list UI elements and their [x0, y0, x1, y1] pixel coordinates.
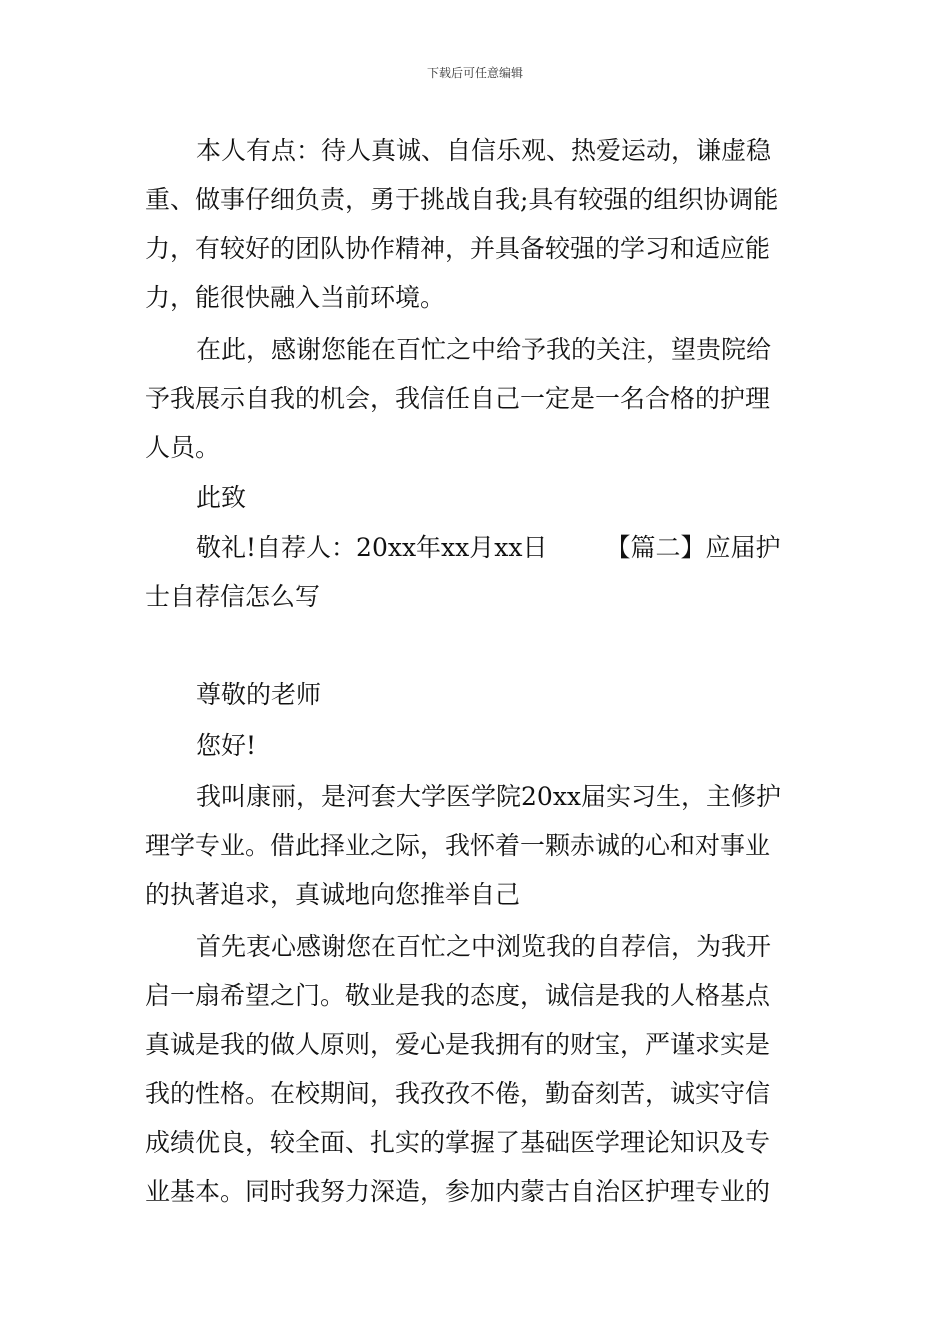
paragraph-line: 力，能很快融入当前环境。: [145, 283, 446, 312]
salutation: 尊敬的老师: [196, 680, 322, 709]
signature-text: 敬礼!自荐人：20xx年xx月xx日: [196, 533, 548, 562]
page-header-watermark: 下载后可任意编辑: [426, 66, 523, 80]
paragraph-line: 理学专业。借此择业之际，我怀着一颗赤诚的心和对事业: [145, 831, 771, 860]
paragraph-line: 人员。: [145, 433, 221, 462]
paragraph-line: 成绩优良，较全面、扎实的掌握了基础医学理论知识及专: [145, 1128, 771, 1157]
paragraph-line: 业基本。同时我努力深造，参加内蒙古自治区护理专业的: [145, 1177, 771, 1206]
paragraph-line: 我的性格。在校期间，我孜孜不倦，勤奋刻苦，诚实守信: [145, 1079, 771, 1108]
paragraph-line: 力，有较好的团队协作精神，并具备较强的学习和适应能: [145, 234, 771, 263]
signature-line: [196, 533, 780, 563]
paragraph-line: 本人有点：待人真诚、自信乐观、热爱运动，谦虚稳: [196, 136, 772, 165]
paragraph-line: 重、做事仔细负责，勇于挑战自我;具有较强的组织协调能: [145, 185, 779, 214]
section-heading: 【篇二】应届护: [605, 533, 781, 562]
paragraph-line: 真诚是我的做人原则，爱心是我拥有的财宝，严谨求实是: [145, 1030, 771, 1059]
paragraph-line: 予我展示自我的机会，我信任自己一定是一名合格的护理: [145, 384, 771, 413]
paragraph-line: 的执著追求，真诚地向您推举自己: [145, 880, 521, 909]
paragraph-line: 首先衷心感谢您在百忙之中浏览我的自荐信，为我开: [196, 932, 772, 961]
paragraph-line: 在此，感谢您能在百忙之中给予我的关注，望贵院给: [196, 335, 772, 364]
closing-phrase: 此致: [196, 483, 247, 512]
greeting: 您好!: [196, 731, 257, 760]
paragraph-line: 我叫康丽，是河套大学医学院20xx届实习生，主修护: [196, 782, 782, 811]
paragraph-line: 启一扇希望之门。敬业是我的态度，诚信是我的人格基点: [145, 981, 771, 1010]
section-heading-continued: 士自荐信怎么写: [145, 582, 321, 611]
